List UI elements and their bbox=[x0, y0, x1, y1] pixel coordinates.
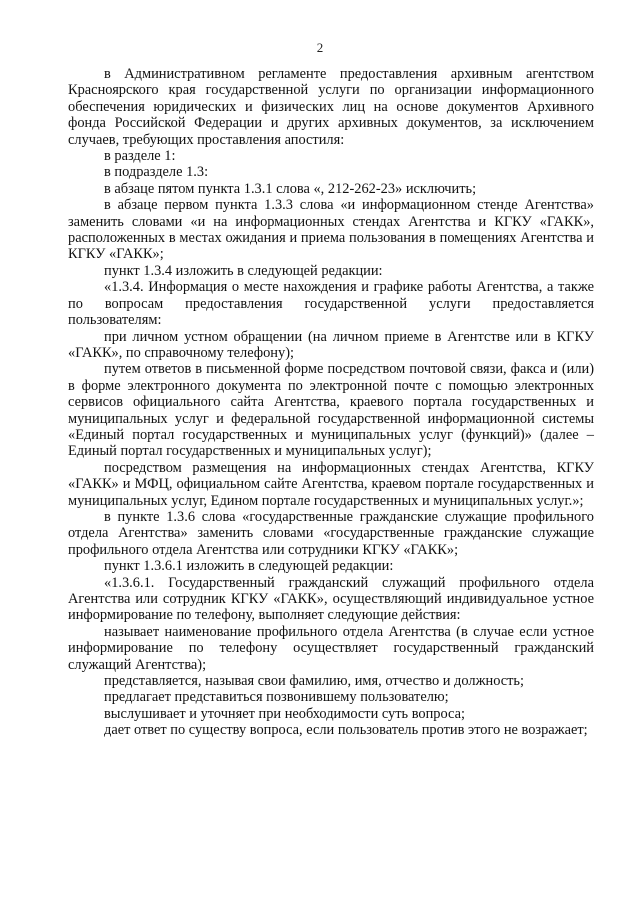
paragraph: при личном устном обращении (на личном приеме в Агентстве или в КГКУ «ГАКК», по справочному телефону); bbox=[68, 328, 594, 361]
paragraph: «1.3.6.1. Государственный гражданский служащий профильного отдела Агентства или сотрудник КГКУ «ГАКК», осуществляющий индивидуальное устное информирование по телефону, выполняет следующие действия: bbox=[68, 574, 594, 624]
paragraph: путем ответов в письменной форме посредством почтовой связи, факса и (или) в форме электронного документа по электронной почте с помощью электронных сервисов официального сайта Агентства, краевого портала государственных и муниципальных услуг и федеральной государственной информационной системы «Единый портал государственных и муниципальных услуг (функций)» (далее – Единый портал государственных и муниципальных услуг); bbox=[68, 361, 594, 460]
paragraph: в разделе 1: bbox=[104, 148, 176, 165]
paragraph: в абзаце пятом пункта 1.3.1 слова «, 212-262-23» исключить; bbox=[104, 180, 477, 197]
paragraph: пункт 1.3.6.1 изложить в следующей редакции: bbox=[104, 558, 394, 575]
paragraph: посредством размещения на информационных стендах Агентства, КГКУ «ГАКК» и МФЦ, официальном сайте Агентства, краевом портале государственных и муниципальных услуг, Едином портале государственных и муниципальных услуг.»; bbox=[68, 459, 594, 509]
page-number: 2 bbox=[316, 40, 324, 55]
paragraph: называет наименование профильного отдела Агентства (в случае если устное информирование по телефону осуществляет государственный гражданский служащий Агентства); bbox=[68, 623, 594, 673]
paragraph: пункт 1.3.4 изложить в следующей редакции: bbox=[104, 262, 383, 279]
paragraph: выслушивает и уточняет при необходимости суть вопроса; bbox=[104, 705, 465, 722]
document-body bbox=[68, 66, 594, 739]
paragraph: в пункте 1.3.6 слова «государственные гражданские служащие профильного отдела Агентства» заменить словами «государственные гражданские служащие профильного отдела Агентства или сотрудники КГКУ «ГАКК»; bbox=[68, 508, 594, 558]
paragraph: представляется, называя свои фамилию, имя, отчество и должность; bbox=[104, 673, 524, 690]
paragraph: в подразделе 1.3: bbox=[104, 164, 209, 181]
paragraph: в абзаце первом пункта 1.3.3 слова «и информационном стенде Агентства» заменить словами «и на информационных стендах Агентства и КГКУ «ГАКК», расположенных в местах ожидания и приема пользования в помещениях Агентства и КГКУ «ГАКК»; bbox=[68, 197, 594, 263]
paragraph: дает ответ по существу вопроса, если пользователь против этого не возражает; bbox=[104, 722, 588, 739]
paragraph: «1.3.4. Информация о месте нахождения и графике работы Агентства, а также по вопросам предоставления государственной услуги предоставляется пользователям: bbox=[68, 279, 594, 329]
paragraph: предлагает представиться позвонившему пользователю; bbox=[104, 689, 449, 706]
paragraph: в Административном регламенте предоставления архивным агентством Красноярского края государственной услуги по организации информационного обеспечения юридических и физических лиц на основе документов Архивного фонда Российской Федерации и других архивных документов, за исключением случаев, требующих проставления апостиля: bbox=[68, 66, 594, 148]
